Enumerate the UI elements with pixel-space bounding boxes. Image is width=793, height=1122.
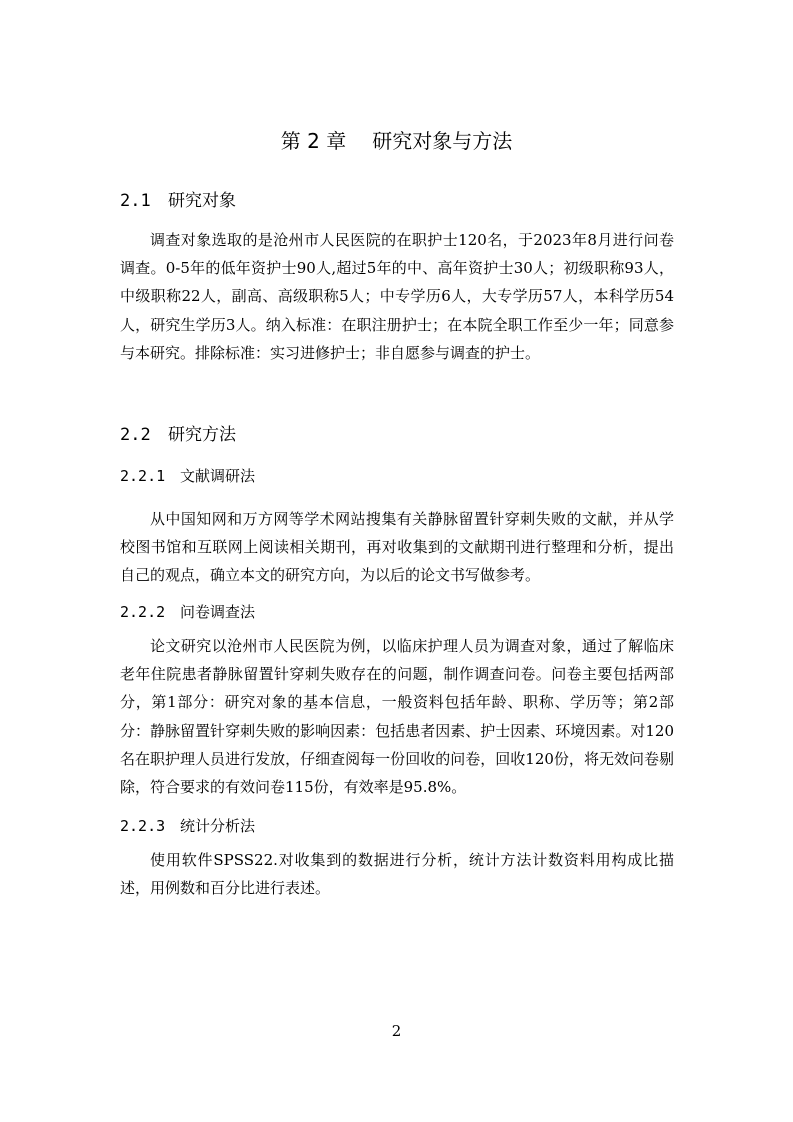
section-title: 研究对象 [168,191,236,211]
chapter-number: 第 2 章 [280,129,347,153]
subsection-title: 统计分析法 [180,817,256,835]
paragraph-literature-review: 从中国知网和万方网等学术网站搜集有关静脉留置针穿刺失败的文献，并从学校图书馆和互联网上阅读相关期刊，再对收集到的文献期刊进行整理和分析，提出自己的观点，确立本文的研究方向，为以后的论文书写做参考。 [120,510,674,585]
subsection-heading-2-2-3 [120,815,255,836]
paragraph-statistics: 使用软件SPSS22.对收集到的数据进行分析，统计方法计数资料用构成比描述，用例数和百分比进行表述。 [120,851,674,898]
subsection-number: 2.2.1 [120,467,166,485]
section-heading-2-1 [120,186,236,211]
section-number: 2.2 [120,425,151,445]
subsection-title: 问卷调查法 [180,603,256,621]
chapter-title [0,125,793,154]
subsection-heading-2-2-2 [120,601,255,622]
paragraph-research-subjects: 调查对象选取的是沧州市人民医院的在职护士120名，于2023年8月进行问卷调查。0-5年的低年资护士90人,超过5年的中、高年资护士30人；初级职称93人，中级职称22人，副高、高级职称5人；中专学历6人，大专学历57人，本科学历54人，研究生学历3人。纳入标准：在职注册护士；在本院全职工作至少一年；同意参与本研究。排除标准：实习进修护士；非自愿参与调查的护士。 [120,231,674,362]
subsection-number: 2.2.2 [120,603,166,621]
subsection-heading-2-2-1 [120,465,255,486]
subsection-number: 2.2.3 [120,817,166,835]
subsection-title: 文献调研法 [180,467,256,485]
chapter-subtitle: 研究对象与方法 [372,129,513,153]
section-title: 研究方法 [168,425,236,445]
page-number: 2 [391,1022,402,1040]
section-heading-2-2 [120,420,236,445]
section-number: 2.1 [120,191,151,211]
paragraph-questionnaire: 论文研究以沧州市人民医院为例，以临床护理人员为调查对象，通过了解临床老年住院患者静脉留置针穿刺失败存在的问题，制作调查问卷。问卷主要包括两部分，第1部分：研究对象的基本信息，一般资料包括年龄、职称、学历等；第2部分：静脉留置针穿刺失败的影响因素：包括患者因素、护士因素、环境因素。对120名在职护理人员进行发放，仔细查阅每一份回收的问卷，回收120份，将无效问卷剔除，符合要求的有效问卷115份，有效率是95.8%。 [120,637,674,797]
